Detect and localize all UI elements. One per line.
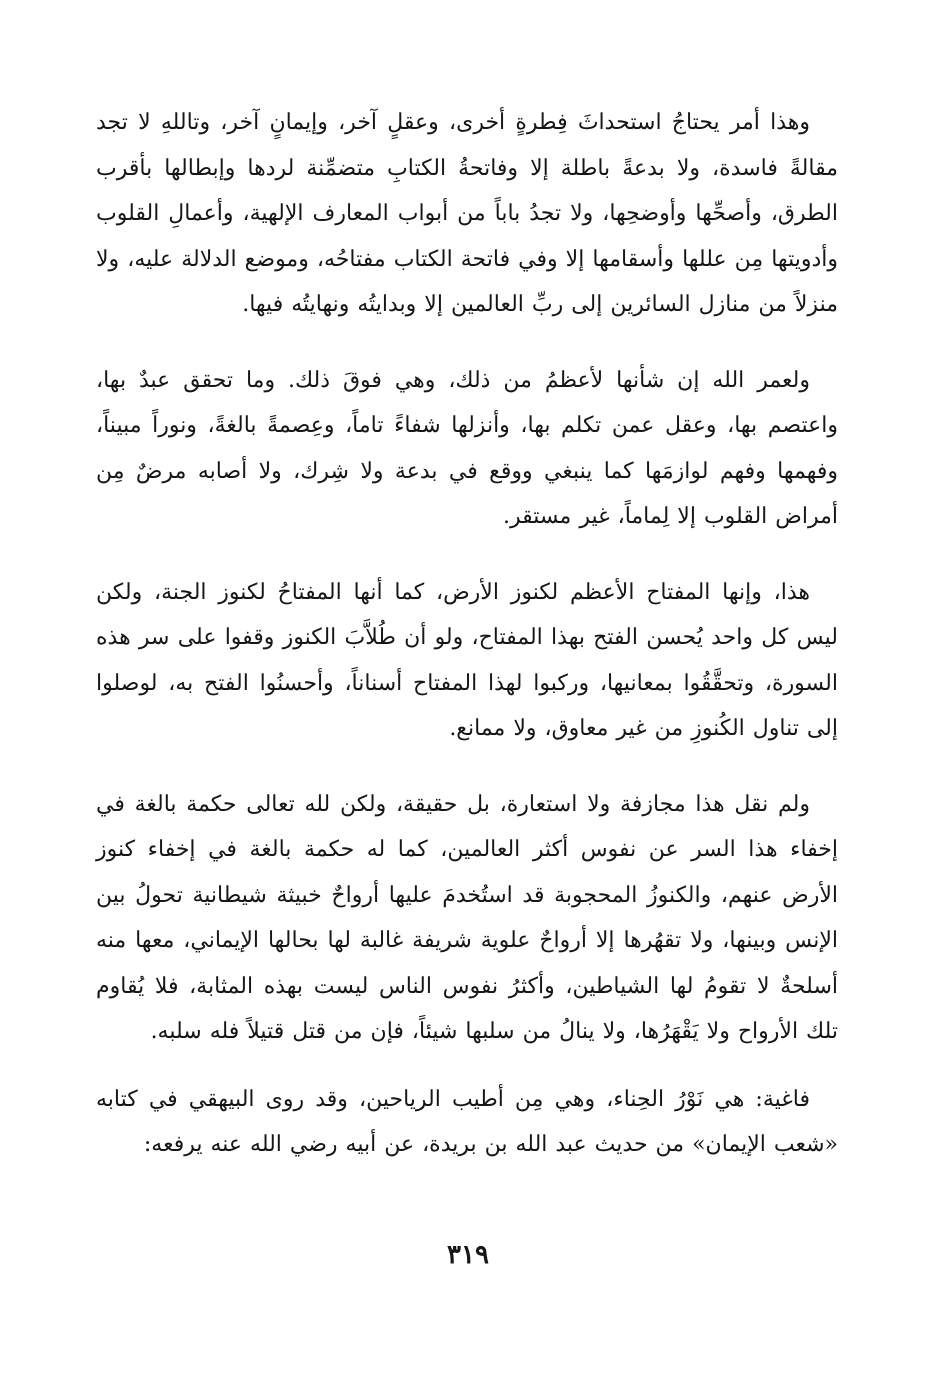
page-number: ٣١٩ xyxy=(447,1240,489,1270)
paragraph-1: وهذا أمر يحتاجُ استحداثَ فِطرةٍ أخرى، وعقلٍ آخر، وإيمانٍ آخر، وتاللهِ لا تجد مقالةً فاسدة، ولا بدعةً باطلة إلا وفاتحةُ الكتابِ متضمِّنة لردها وإبطالها بأقرب الطرق، وأصحِّها وأوضحِها، ولا تجدُ باباً من أبواب المعارف الإلهية، وأعمالِ القلوب وأدويتها مِن عللها وأسقامها إلا وفي فاتحة الكتاب مفتاحُه، وموضع الدلالة عليه، ولا منزلاً من منازل السائرين إلى ربِّ العالمين إلا وبدايتُه ونهايتُه فيها. xyxy=(96,110,838,317)
page-body xyxy=(96,100,838,1198)
paragraph-2: ولعمر الله إن شأنها لأعظمُ من ذلك، وهي فوقَ ذلك. وما تحقق عبدٌ بها، واعتصم بها، وعقل عمن تكلم بها، وأنزلها شفاءً تاماً، وعِصمةً بالغةً، ونوراً مبيناً، وفهمها وفهم لوازمَها كما ينبغي ووقع في بدعة ولا شِرك، ولا أصابه مرضٌ مِن أمراض القلوب إلا لِماماً، غير مستقر. xyxy=(96,367,838,529)
paragraph-4: ولم نقل هذا مجازفة ولا استعارة، بل حقيقة، ولكن لله تعالى حكمة بالغة في إخفاء هذا السر عن نفوس أكثر العالمين، كما له حكمة بالغة في إخفاء كنوز الأرض عنهم، والكنوزُ المحجوبة قد استُخدمَ عليها أرواحٌ خبيثة شيطانية تحولُ بين الإنس وبينها، ولا تقهُرها إلا أرواحٌ علوية شريفة غالبة لها بحالها الإيماني، معها منه أسلحةٌ لا تقومُ لها الشياطين، وأكثرُ نفوس الناس ليست بهذه المثابة، فلا يُقاوم تلك الأرواح ولا يَقْهَرُها، ولا ينالُ من سلبها شيئاً، فإن من قتل قتيلاً فله سلبه. xyxy=(96,791,838,1044)
paragraph-3: هذا، وإنها المفتاح الأعظم لكنوز الأرض، كما أنها المفتاحُ لكنوز الجنة، ولكن ليس كل واحد يُحسن الفتح بهذا المفتاح، ولو أن طُلاَّبَ الكنوز وقفوا على سر هذه السورة، وتحقَّقُوا بمعانيها، وركبوا لهذا المفتاح أسناناً، وأحسنُوا الفتح به، لوصلوا إلى تناول الكُنوزِ من غير معاوق، ولا ممانع. xyxy=(96,579,838,741)
paragraph-5: فاغية: هي نَوْرُ الحِناء، وهي مِن أطيب الرياحين، وقد روى البيهقي في كتابه «شعب الإيمان» من حديث عبد الله بن بريدة، عن أبيه رضي الله عنه يرفعه: xyxy=(96,1086,838,1157)
